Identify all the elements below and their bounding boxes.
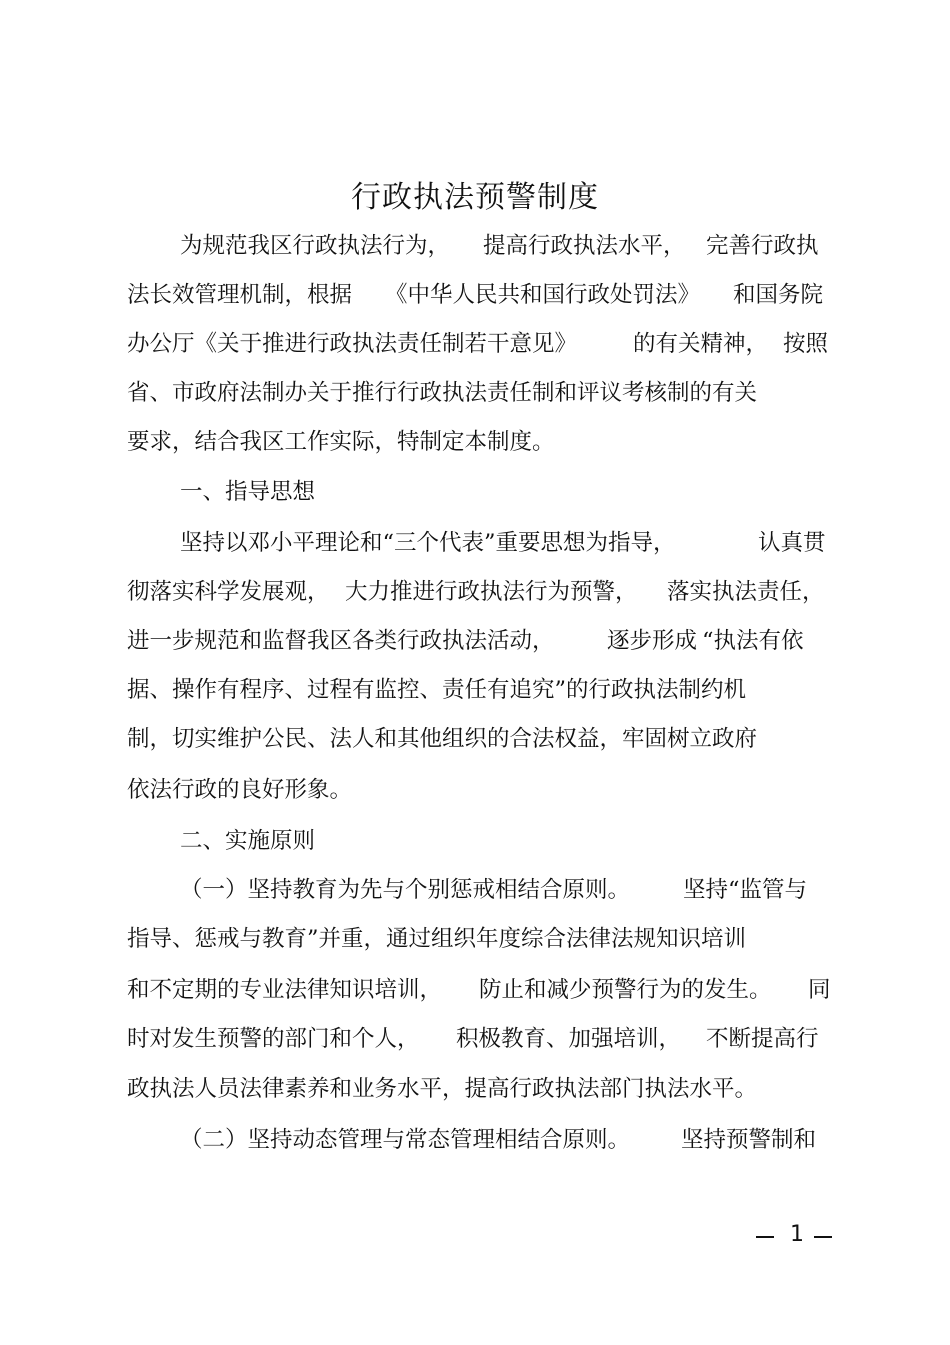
text-segment: （一）坚持教育为先与个别惩戒相结合原则。 [180,877,631,903]
text-segment: 二、实施原则 [180,828,316,854]
text-line [0,1074,950,1104]
text-segment: 制，切实维护公民、法人和其他组织的合法权益，牢固树立政府 [127,726,758,752]
text-segment: “执法有依 [702,628,804,654]
text-line [0,427,950,457]
text-segment: 完善行政执 [706,233,819,259]
text-line [0,528,950,558]
text-line [0,875,950,905]
text-line [0,975,950,1005]
text-segment: 大力推进行政执法行为预警， [345,579,638,605]
text-segment: 要求，结合我区工作实际，特制定本制度。 [127,429,555,455]
text-segment: 积极教育、加强培训， [456,1026,682,1052]
text-segment: 不断提高行 [706,1026,819,1052]
text-segment: 据、操作有程序、过程有监控、责任有追究”的行政执法制约机 [127,677,747,703]
text-segment: 进一步规范和监督我区各类行政执法活动， [127,628,555,654]
text-segment: 政执法人员法律素养和业务水平，提高行政执法部门执法水平。 [127,1076,758,1102]
page-number-dash-left [756,1236,774,1238]
text-segment: 和国务院 [733,282,824,308]
document-title: 行政执法预警制度 [351,180,599,215]
text-segment: （二）坚持动态管理与常态管理相结合原则。 [180,1127,631,1153]
text-segment: 同 [808,977,831,1003]
text-line [0,378,950,408]
text-segment: 坚持以邓小平理论和“三个代表”重要思想为指导， [180,530,676,556]
text-line [0,826,950,856]
text-segment: 彻落实科学发展观， [127,579,330,605]
page-number [756,1220,836,1250]
text-segment: 防止和减少预警行为的发生。 [479,977,772,1003]
text-segment: 按照 [783,331,829,357]
text-segment: 和不定期的专业法律知识培训， [127,977,443,1003]
text-segment: 法长效管理机制，根据 [127,282,353,308]
text-segment: 省、市政府法制办关于推行行政执法责任制和评议考核制的有关 [127,380,758,406]
text-line [0,577,950,607]
text-line [0,626,950,656]
text-segment: 一、指导思想 [180,479,316,505]
page-number-dash-right [814,1236,832,1238]
text-line [0,1125,950,1155]
text-segment: 依法行政的良好形象。 [127,777,353,803]
text-segment: 坚持“监管与 [683,877,808,903]
text-segment: 逐步形成 [607,628,698,654]
text-line [0,477,950,507]
text-line [0,775,950,805]
text-segment: 办公厅《关于推进行政执法责任制若干意见》 [127,331,578,357]
text-segment: 坚持预警制和 [681,1127,817,1153]
text-segment: 提高行政执法水平， [483,233,686,259]
text-line [0,724,950,754]
text-segment: 指导、惩戒与教育”并重，通过组织年度综合法律法规知识培训 [127,926,747,952]
text-segment: 为规范我区行政执法行为， [180,233,451,259]
text-line [0,329,950,359]
text-segment: 落实执法责任， [667,579,825,605]
text-segment: 时对发生预警的部门和个人， [127,1026,420,1052]
text-line [0,1024,950,1054]
text-segment: 的有关精神， [633,331,769,357]
text-segment: 认真贯 [758,530,826,556]
text-line [0,924,950,954]
text-line [0,231,950,261]
text-line [0,675,950,705]
text-segment: 《中华人民共和国行政处罚法》 [385,282,701,308]
page-number-value: 1 [790,1222,804,1247]
text-line [0,280,950,310]
